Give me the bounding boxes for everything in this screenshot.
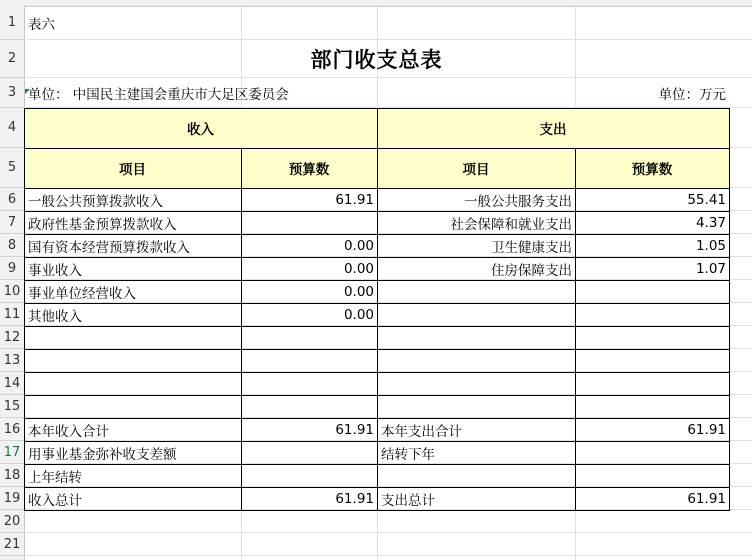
unit-owner[interactable]: 单位： 中国民主建国会重庆市大足区委员会	[28, 87, 289, 103]
table-border	[575, 148, 576, 510]
expense-item[interactable]: 社会保障和就业支出	[450, 216, 572, 233]
income-item[interactable]	[24, 372, 241, 395]
income-value[interactable]: 61.91	[335, 490, 374, 507]
table-border	[24, 108, 25, 510]
unit-label[interactable]: 单位：万元	[658, 87, 726, 103]
expense-value[interactable]	[575, 395, 729, 418]
expense-item[interactable]: 一般公共服务支出	[464, 193, 572, 210]
expense-item[interactable]	[377, 326, 575, 349]
row-number-5[interactable]: 5	[0, 148, 24, 188]
income-item[interactable]: 国有资本经营预算拨款收入	[28, 239, 190, 256]
row-number-20[interactable]: 20	[0, 510, 24, 533]
row-number-8[interactable]: 8	[0, 234, 24, 257]
expense-value[interactable]	[575, 372, 729, 395]
gridline	[24, 555, 752, 556]
income-value[interactable]	[241, 441, 377, 464]
row-number-18[interactable]: 18	[0, 464, 24, 487]
row-number-12[interactable]: 12	[0, 326, 24, 349]
income-item[interactable]: 一般公共预算拨款收入	[28, 193, 163, 210]
comment-indicator-icon	[25, 89, 30, 94]
row-number-4[interactable]: 4	[0, 108, 24, 148]
table-border	[241, 148, 242, 510]
row-number-16[interactable]: 16	[0, 418, 24, 441]
income-value[interactable]: 0.00	[343, 237, 374, 254]
income-header[interactable]: 收入	[187, 122, 214, 138]
expense-item[interactable]: 结转下年	[381, 446, 435, 463]
expense-value[interactable]: 1.05	[695, 237, 726, 254]
income-value[interactable]: 0.00	[343, 306, 374, 323]
income-value[interactable]: 61.91	[335, 191, 374, 208]
income-item[interactable]: 本年收入合计	[28, 423, 109, 440]
expense-value[interactable]: 61.91	[687, 490, 726, 507]
row-number-14[interactable]: 14	[0, 372, 24, 395]
row-number-10[interactable]: 10	[0, 280, 24, 303]
expense-item[interactable]	[377, 372, 575, 395]
expense-item-header[interactable]: 项目	[462, 162, 490, 178]
income-item[interactable]	[24, 326, 241, 349]
income-value[interactable]	[241, 326, 377, 349]
expense-item[interactable]: 本年支出合计	[381, 423, 462, 440]
expense-item[interactable]	[377, 395, 575, 418]
row-number-15[interactable]: 15	[0, 395, 24, 418]
row-number-17[interactable]: 17	[0, 441, 24, 464]
income-item[interactable]: 其他收入	[28, 308, 82, 325]
income-item[interactable]: 事业收入	[28, 262, 82, 279]
income-item[interactable]	[24, 349, 241, 372]
income-value[interactable]	[241, 464, 377, 487]
expense-value[interactable]: 4.37	[695, 214, 726, 231]
expense-budget-header[interactable]: 预算数	[631, 162, 673, 178]
row-number-11[interactable]: 11	[0, 303, 24, 326]
row-number-13[interactable]: 13	[0, 349, 24, 372]
expense-value[interactable]	[575, 464, 729, 487]
table-border	[377, 108, 378, 510]
cell-grid[interactable]	[24, 6, 752, 560]
expense-value[interactable]: 61.91	[687, 421, 726, 438]
expense-item[interactable]	[377, 280, 575, 303]
expense-value[interactable]	[575, 349, 729, 372]
income-value[interactable]	[241, 395, 377, 418]
expense-item[interactable]	[377, 303, 575, 326]
table-border	[729, 108, 730, 510]
income-item[interactable]: 政府性基金预算拨款收入	[28, 216, 177, 233]
expense-value[interactable]	[575, 326, 729, 349]
row-number-2[interactable]: 2	[0, 40, 24, 78]
expense-header[interactable]: 支出	[539, 122, 567, 138]
expense-item[interactable]: 住房保障支出	[491, 262, 572, 279]
gridline	[24, 532, 752, 533]
row-headers	[0, 6, 25, 560]
expense-item[interactable]	[377, 464, 575, 487]
expense-value[interactable]	[575, 441, 729, 464]
expense-item[interactable]: 卫生健康支出	[491, 239, 572, 256]
income-item[interactable]: 用事业基金弥补收支差额	[28, 446, 177, 463]
row-number-9[interactable]: 9	[0, 257, 24, 280]
expense-value[interactable]: 1.07	[695, 260, 726, 277]
income-value[interactable]: 61.91	[335, 421, 374, 438]
expense-item[interactable]	[377, 349, 575, 372]
income-item[interactable]	[24, 395, 241, 418]
row-number-7[interactable]: 7	[0, 211, 24, 234]
income-value[interactable]: 0.00	[343, 260, 374, 277]
income-item[interactable]: 收入总计	[28, 492, 82, 509]
expense-value[interactable]: 55.41	[687, 191, 726, 208]
expense-value[interactable]	[575, 303, 729, 326]
row-number-1[interactable]: 1	[0, 6, 24, 40]
income-item-header[interactable]: 项目	[119, 162, 146, 178]
income-value[interactable]	[241, 372, 377, 395]
income-value[interactable]	[241, 211, 377, 234]
income-value[interactable]: 0.00	[343, 283, 374, 300]
income-item[interactable]: 上年结转	[28, 469, 82, 486]
expense-value[interactable]	[575, 280, 729, 303]
row-number-19[interactable]: 19	[0, 487, 24, 510]
row-number-21[interactable]: 21	[0, 533, 24, 556]
table-label[interactable]: 表六	[28, 17, 55, 33]
sheet-title[interactable]: 部门收支总表	[310, 48, 443, 72]
row-number-6[interactable]: 6	[0, 188, 24, 211]
income-item[interactable]: 事业单位经营收入	[28, 285, 136, 302]
expense-item[interactable]: 支出总计	[381, 492, 435, 509]
row-number-3[interactable]: 3	[0, 78, 24, 108]
income-value[interactable]	[241, 349, 377, 372]
income-budget-header[interactable]: 预算数	[288, 162, 330, 178]
table-border	[24, 510, 730, 511]
